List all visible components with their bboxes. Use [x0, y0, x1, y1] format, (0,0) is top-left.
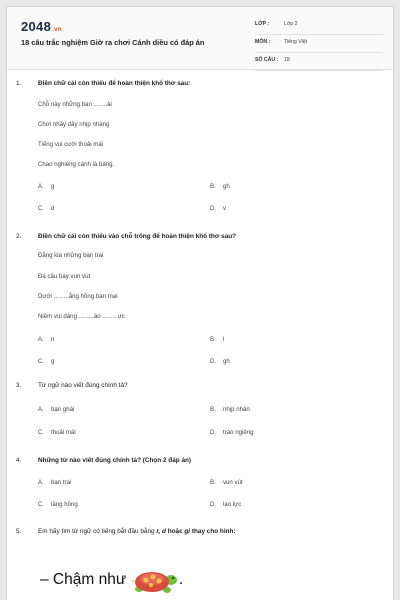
- poem-line: Dưới .........ắng hồng ban mai: [38, 293, 118, 300]
- option-d[interactable]: D. v: [210, 205, 227, 212]
- phrase-text: – Chậm như: [40, 571, 127, 588]
- option-a[interactable]: A. g: [38, 183, 55, 190]
- poem-line: Niềm vui dâng .........áo .........ực: [38, 313, 125, 320]
- question-number: 5.: [16, 528, 22, 535]
- option-b[interactable]: B. nhịp nhàn: [210, 406, 250, 413]
- option-d[interactable]: D. trao ngiêng: [210, 429, 254, 436]
- option-c[interactable]: C. lăng hồng: [38, 501, 78, 508]
- option-b[interactable]: B. l: [210, 336, 225, 343]
- worksheet: [6, 6, 394, 600]
- question-2: [16, 233, 376, 365]
- poem-line: Tiếng vui cười thoải mái: [38, 141, 104, 148]
- question-number: 1.: [16, 80, 22, 87]
- meta-label: MÔN :: [255, 39, 271, 45]
- phrase-end: .: [178, 571, 184, 588]
- question-number: 3.: [16, 382, 22, 389]
- question-1: [16, 80, 376, 212]
- site-logo[interactable]: 2048.vn: [21, 19, 62, 34]
- question-4: [16, 457, 376, 508]
- question-5: [16, 528, 376, 538]
- question-heading: [16, 80, 376, 90]
- meta-info: [255, 17, 383, 71]
- meta-label: LỚP :: [255, 21, 270, 27]
- option-d[interactable]: D. lao lực: [210, 501, 242, 508]
- poem-line: Chao nghiêng cánh là bàng.: [38, 161, 115, 168]
- meta-value: Tiếng Việt: [284, 39, 308, 45]
- question-text: Điền chữ cái còn thiếu vào chỗ trống để hoàn thiện khổ thơ sau?: [38, 233, 237, 240]
- turtle-icon: [131, 565, 177, 595]
- meta-row-subject: [255, 35, 383, 53]
- meta-row-count: [255, 53, 383, 71]
- poem-line: Chỗ này những bạn ........ải: [38, 101, 112, 108]
- picture-phrase: [40, 565, 183, 595]
- option-a[interactable]: A. bạn trai: [38, 479, 72, 486]
- question-text: Từ ngữ nào viết đúng chính tả?: [38, 382, 128, 389]
- question-heading: [16, 382, 376, 392]
- meta-label: SỐ CÂU :: [255, 57, 279, 63]
- option-d[interactable]: D. gh: [210, 358, 230, 365]
- option-b[interactable]: B. vun vút: [210, 479, 243, 486]
- meta-value: 18: [284, 57, 290, 63]
- question-heading: [16, 528, 376, 538]
- meta-value: Lớp 2: [284, 21, 298, 27]
- question-heading: [16, 457, 376, 467]
- option-c[interactable]: C. thoải mái: [38, 429, 76, 436]
- question-heading: [16, 233, 376, 243]
- question-text: Em hãy tìm từ ngữ có tiếng bắt đầu bằng r, d hoặc gi thay cho hình:: [38, 528, 236, 535]
- question-number: 2.: [16, 233, 22, 240]
- option-c[interactable]: C. g: [38, 358, 55, 365]
- meta-row-class: [255, 17, 383, 35]
- question-number: 4.: [16, 457, 22, 464]
- option-b[interactable]: B. gh: [210, 183, 230, 190]
- document-title: 18 câu trắc nghiệm Giờ ra chơi Cánh diều có đáp án: [21, 38, 205, 47]
- poem-line: Chơi nhảy dây nhịp nhàng: [38, 121, 110, 128]
- option-a[interactable]: A. n: [38, 336, 55, 343]
- question-3: [16, 382, 376, 436]
- option-c[interactable]: C. d: [38, 205, 55, 212]
- option-a[interactable]: A. bạn ghái: [38, 406, 75, 413]
- question-text: Những từ nào viết đúng chính tả? (Chọn 2 đáp án): [38, 457, 192, 464]
- poem-line: Đằng kia những bạn trai: [38, 252, 104, 259]
- poem-line: Đá cầu bay vun vút: [38, 273, 91, 280]
- worksheet-header: [7, 7, 393, 70]
- question-text: Điền chữ cái còn thiếu để hoàn thiện khổ thơ sau:: [38, 80, 191, 87]
